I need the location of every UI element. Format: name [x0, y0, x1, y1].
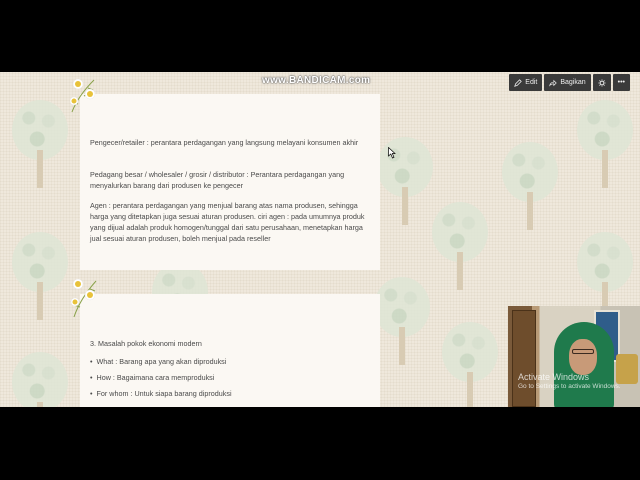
tree-decoration [500, 142, 560, 232]
tree-decoration [440, 322, 500, 407]
pencil-icon [514, 79, 522, 87]
slide-card-1 [80, 94, 380, 270]
webcam-door [512, 310, 536, 407]
letterbox-bottom [0, 407, 640, 480]
paragraph-agent: Agen : perantara perdagangan yang menjual barang atas nama produsen, sehingga harga yang ditetapkan juga sesuai aturan produsen. ciri agen : pada umumnya produk yang dijual adalah produk homogen/tunggal dari satu perusahaan, menetapkan harga jual sesuai aturan produsen, boleh menjual pada reseller [90, 201, 365, 243]
list-item-text: For whom : Untuk siapa barang diproduksi [96, 389, 232, 398]
tree-decoration [375, 137, 435, 227]
edit-button[interactable] [509, 74, 542, 91]
more-button[interactable] [613, 74, 630, 91]
list-item-text: What : Barang apa yang akan diproduksi [96, 357, 227, 366]
tree-decoration [575, 100, 635, 190]
list-item-for-whom: • For whom : Untuk siapa barang diproduksi [90, 389, 232, 398]
recorder-watermark: www.BANDICAM.com [262, 75, 371, 86]
slide-canvas [0, 72, 640, 407]
presenter-glasses [572, 349, 594, 354]
viewer-toolbar [509, 74, 630, 91]
letterbox-top [0, 0, 640, 72]
tree-decoration [430, 202, 490, 292]
tree-decoration [10, 100, 70, 190]
list-item-text: How : Bagaimana cara memproduksi [96, 373, 215, 382]
settings-button[interactable] [593, 74, 611, 91]
flower-decoration [64, 74, 106, 114]
mouse-cursor-icon [388, 147, 396, 159]
list-item-how: • How : Bagaimana cara memproduksi [90, 373, 215, 382]
activate-title: Activate Windows [518, 372, 590, 382]
list-item-what: • What : Barang apa yang akan diproduksi [90, 357, 227, 366]
more-icon: ••• [617, 79, 625, 86]
tree-decoration [372, 277, 432, 367]
edit-button-label: Edit [525, 79, 538, 86]
paragraph-wholesaler: Pedagang besar / wholesaler / grosir / distributor : Perantara perdagangan yang menyalurkan barang dari produsen ke pengecer [90, 170, 345, 190]
share-icon [549, 79, 557, 87]
webcam-overlay [508, 306, 640, 407]
slide-card-2 [80, 294, 380, 407]
share-button[interactable] [544, 74, 590, 91]
presenter-face [569, 339, 597, 375]
flower-decoration [64, 275, 106, 319]
slide-heading: 3. Masalah pokok ekonomi modern [90, 339, 202, 348]
activate-windows-notice [518, 372, 621, 392]
tree-decoration [10, 232, 70, 322]
paragraph-retailer: Pengecer/retailer : perantara perdagangan yang langsung melayani konsumen akhir [90, 138, 359, 147]
tree-decoration [10, 352, 70, 407]
gear-icon [598, 79, 606, 87]
activate-subtitle: Go to Settings to activate Windows. [518, 383, 621, 390]
share-button-label: Bagikan [560, 79, 586, 86]
